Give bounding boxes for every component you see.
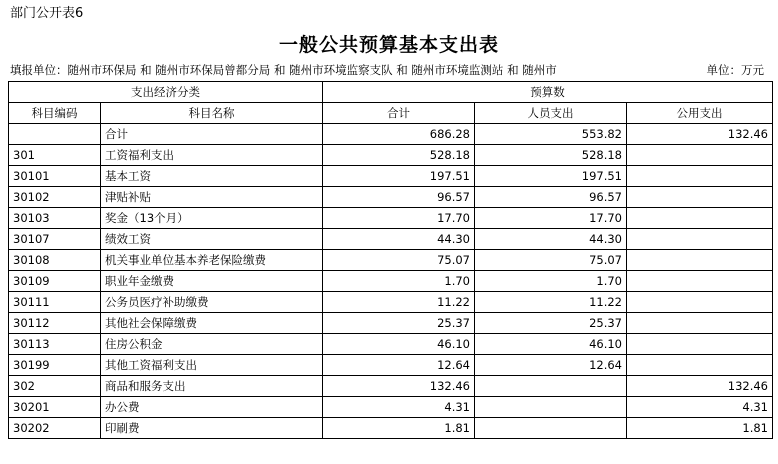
cell-total: 17.70 — [323, 208, 475, 229]
cell-name: 办公费 — [101, 397, 323, 418]
reporting-unit-label: 填报单位：随州市环保局 和 随州市环保局曾都分局 和 随州市环境监察支队 和 随州市环境监测站 和 随州市 — [10, 63, 557, 77]
cell-code: 302 — [9, 376, 101, 397]
table-row — [9, 145, 773, 166]
cell-personnel: 11.22 — [475, 292, 627, 313]
cell-total: 12.64 — [323, 355, 475, 376]
cell-total: 25.37 — [323, 313, 475, 334]
page-title: 一般公共预算基本支出表 — [278, 34, 499, 56]
table-row — [9, 166, 773, 187]
cell-public — [627, 208, 773, 229]
table-body — [9, 124, 773, 439]
cell-total: 1.81 — [323, 418, 475, 439]
cell-total: 197.51 — [323, 166, 475, 187]
column-header-name: 科目名称 — [101, 103, 323, 124]
cell-name: 基本工资 — [101, 166, 323, 187]
table-row — [9, 208, 773, 229]
cell-total: 44.30 — [323, 229, 475, 250]
cell-name: 津贴补贴 — [101, 187, 323, 208]
cell-personnel — [475, 418, 627, 439]
cell-code: 30108 — [9, 250, 101, 271]
cell-public: 1.81 — [627, 418, 773, 439]
cell-public — [627, 229, 773, 250]
cell-code: 30107 — [9, 229, 101, 250]
column-header-personnel: 人员支出 — [475, 103, 627, 124]
table-header — [9, 82, 773, 124]
cell-public — [627, 292, 773, 313]
cell-personnel: 75.07 — [475, 250, 627, 271]
cell-name: 印刷费 — [101, 418, 323, 439]
table-row — [9, 376, 773, 397]
cell-personnel: 96.57 — [475, 187, 627, 208]
column-header-code: 科目编码 — [9, 103, 101, 124]
table-row — [9, 418, 773, 439]
table-group-header-row — [9, 82, 773, 103]
cell-public — [627, 271, 773, 292]
cell-total: 75.07 — [323, 250, 475, 271]
cell-code: 30102 — [9, 187, 101, 208]
table-row — [9, 229, 773, 250]
table-row — [9, 313, 773, 334]
budget-table — [8, 81, 773, 439]
table-column-header-row — [9, 103, 773, 124]
column-header-total: 合计 — [323, 103, 475, 124]
cell-total: 528.18 — [323, 145, 475, 166]
cell-code: 30112 — [9, 313, 101, 334]
cell-total: 1.70 — [323, 271, 475, 292]
cell-personnel: 25.37 — [475, 313, 627, 334]
cell-personnel: 46.10 — [475, 334, 627, 355]
cell-public: 4.31 — [627, 397, 773, 418]
cell-total: 96.57 — [323, 187, 475, 208]
cell-total: 4.31 — [323, 397, 475, 418]
cell-name: 住房公积金 — [101, 334, 323, 355]
cell-public — [627, 313, 773, 334]
cell-public — [627, 334, 773, 355]
cell-personnel: 528.18 — [475, 145, 627, 166]
table-row — [9, 355, 773, 376]
cell-personnel: 44.30 — [475, 229, 627, 250]
cell-code: 30103 — [9, 208, 101, 229]
cell-name: 奖金（13个月） — [101, 208, 323, 229]
table-row — [9, 397, 773, 418]
cell-personnel: 12.64 — [475, 355, 627, 376]
table-row — [9, 292, 773, 313]
header-expense-class: 支出经济分类 — [9, 82, 323, 103]
cell-code: 30201 — [9, 397, 101, 418]
unit-label: 单位：万元 — [706, 63, 764, 77]
cell-name: 公务员医疗补助缴费 — [101, 292, 323, 313]
cell-total: 686.28 — [323, 124, 475, 145]
cell-personnel — [475, 376, 627, 397]
table-row — [9, 334, 773, 355]
cell-name: 其他工资福利支出 — [101, 355, 323, 376]
header-budget-amount: 预算数 — [323, 82, 773, 103]
cell-code: 30111 — [9, 292, 101, 313]
cell-public: 132.46 — [627, 376, 773, 397]
cell-code: 30113 — [9, 334, 101, 355]
cell-total: 132.46 — [323, 376, 475, 397]
cell-code: 30109 — [9, 271, 101, 292]
cell-name: 职业年金缴费 — [101, 271, 323, 292]
cell-name: 工资福利支出 — [101, 145, 323, 166]
cell-code: 30199 — [9, 355, 101, 376]
cell-total: 11.22 — [323, 292, 475, 313]
cell-personnel: 17.70 — [475, 208, 627, 229]
cell-code: 301 — [9, 145, 101, 166]
cell-personnel: 553.82 — [475, 124, 627, 145]
cell-personnel: 1.70 — [475, 271, 627, 292]
cell-public — [627, 250, 773, 271]
cell-name: 机关事业单位基本养老保险缴费 — [101, 250, 323, 271]
cell-name: 绩效工资 — [101, 229, 323, 250]
cell-public: 132.46 — [627, 124, 773, 145]
meta-row — [8, 63, 770, 81]
table-row — [9, 271, 773, 292]
cell-name: 合计 — [101, 124, 323, 145]
cell-personnel — [475, 397, 627, 418]
cell-public — [627, 187, 773, 208]
cell-public — [627, 355, 773, 376]
cell-code: 30101 — [9, 166, 101, 187]
table-row — [9, 250, 773, 271]
form-label: 部门公开表6 — [10, 6, 84, 21]
cell-code — [9, 124, 101, 145]
table-row — [9, 187, 773, 208]
cell-total: 46.10 — [323, 334, 475, 355]
cell-public — [627, 145, 773, 166]
cell-name: 商品和服务支出 — [101, 376, 323, 397]
cell-public — [627, 166, 773, 187]
table-row — [9, 124, 773, 145]
column-header-public: 公用支出 — [627, 103, 773, 124]
cell-personnel: 197.51 — [475, 166, 627, 187]
cell-code: 30202 — [9, 418, 101, 439]
cell-name: 其他社会保障缴费 — [101, 313, 323, 334]
